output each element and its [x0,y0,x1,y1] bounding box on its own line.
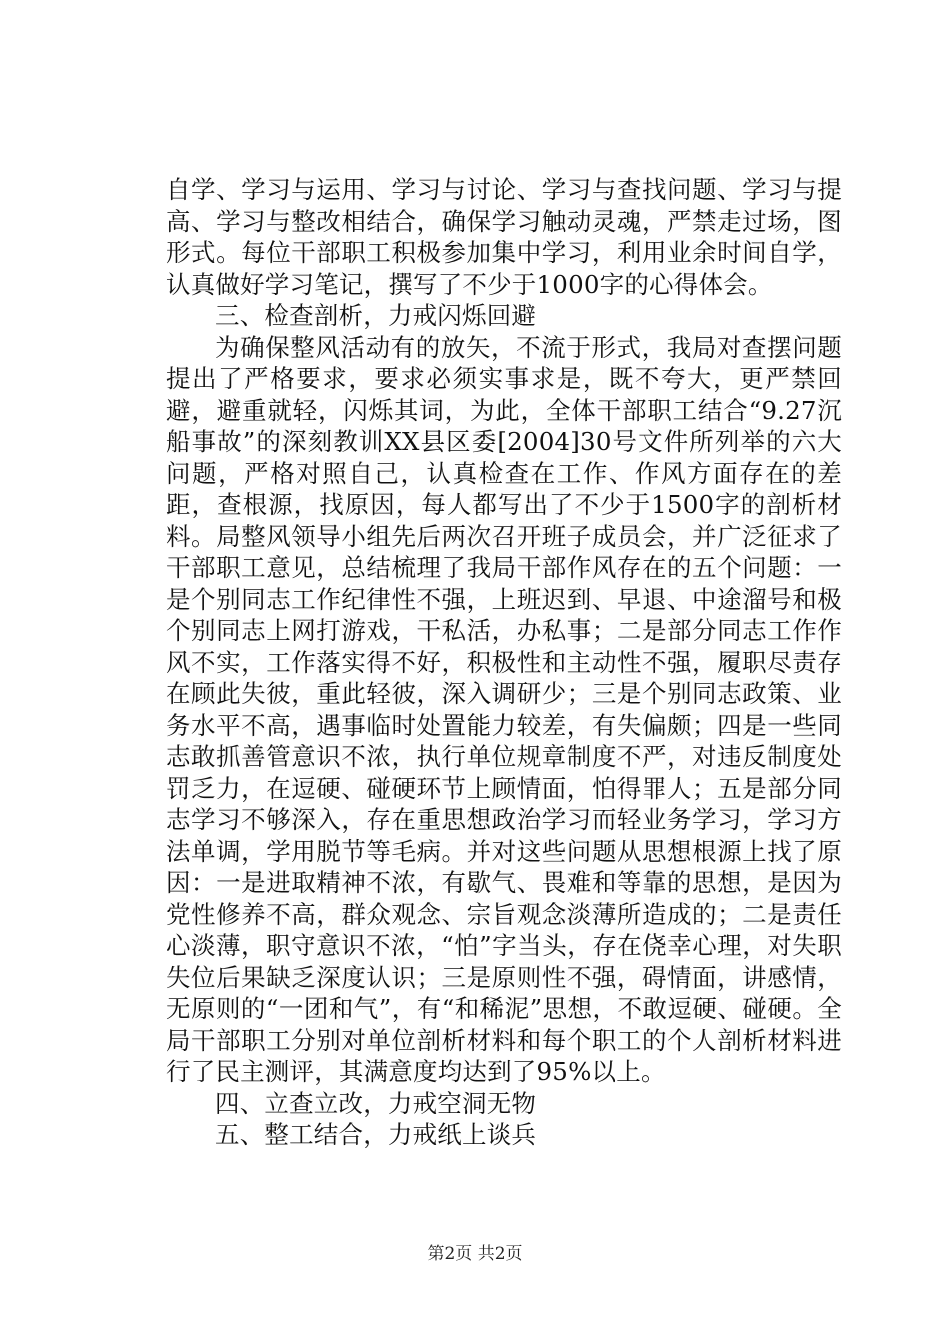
paragraph-study-continued: 自学、学习与运用、学习与讨论、学习与查找问题、学习与提高、学习与整改相结合，确保学习触动灵魂，严禁走过场，图形式。每位干部职工积极参加集中学习，利用业余时间自学，认真做好学习笔记，撰写了不少于1000字的心得体会。 [166,175,842,299]
page-number: 第2页 共2页 [427,1244,523,1264]
heading-section-five: 五、整工结合，力戒纸上谈兵 [215,1120,537,1149]
heading-section-four: 四、立查立改，力戒空洞无物 [215,1088,537,1118]
heading-section-three: 三、检查剖析，力戒闪烁回避 [215,301,537,330]
page-footer [0,1243,950,1265]
document-body [166,174,842,1151]
paragraph-section-three-body: 为确保整风活动有的放矢，不流于形式，我局对查摆问题提出了严格要求，要求必须实事求是，既不夸大，更严禁回避，避重就轻，闪烁其词，为此，全体干部职工结合“9.27沉船事故”的深刻教训XX县区委[2004]30号文件所列举的六大问题，严格对照自己，认真检查在工作、作风方面存在的差距，查根源，找原因，每人都写出了不少于1500字的剖析材料。局整风领导小组先后两次召开班子成员会，并广泛征求了干部职工意见，总结梳理了我局干部作风存在的五个问题：一是个别同志工作纪律性不强，上班迟到、早退、中途溜号和极个别同志上网打游戏，干私活，办私事；二是部分同志工作作风不实，工作落实得不好，积极性和主动性不强，履职尽责存在顾此失彼，重此轻彼，深入调研少；三是个别同志政策、业务水平不高，遇事临时处置能力较差，有失偏颇；四是一些同志敢抓善管意识不浓，执行单位规章制度不严，对违反制度处罚乏力，在逗硬、碰硬环节上顾情面，怕得罪人；五是部分同志学习不够深入，存在重思想政治学习而轻业务学习，学习方法单调，学用脱节等毛病。并对这些问题从思想根源上找了原因：一是进取精神不浓，有歇气、畏难和等靠的思想，是因为党性修养不高，群众观念、宗旨观念淡薄所造成的；二是责任心淡薄，职守意识不浓，“怕”字当头，存在侥幸心理，对失职失位后果缺乏深度认识；三是原则性不强，碍情面，讲感情，无原则的“一团和气”，有“和稀泥”思想，不敢逗硬、碰硬。全局干部职工分别对单位剖析材料和每个职工的个人剖析材料进行了民主测评，其满意度均达到了95%以上。 [166,332,842,1086]
